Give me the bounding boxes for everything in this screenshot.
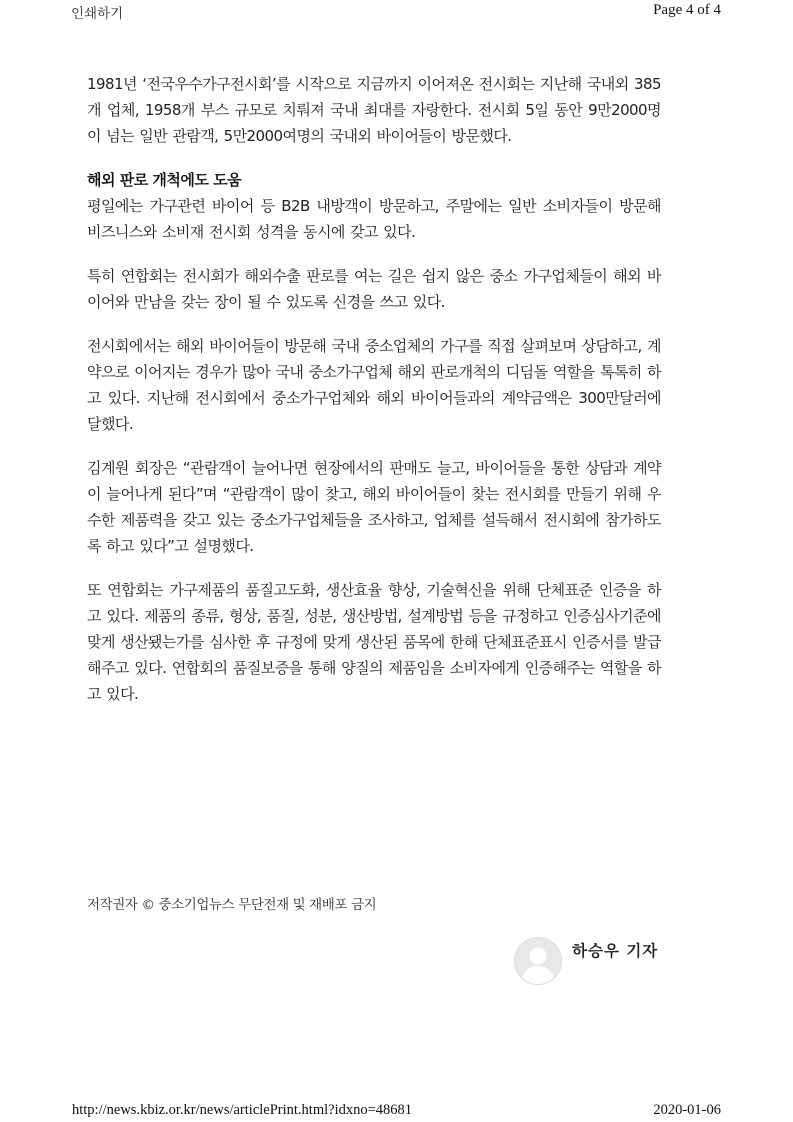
reporter-byline (514, 937, 664, 985)
article-paragraph: 특히 연합회는 전시회가 해외수출 판로를 여는 길은 쉽지 않은 중소 가구업체들이 해외 바이어와 만남을 갖는 장이 될 수 있도록 신경을 쓰고 있다. (87, 267, 661, 311)
article-body (87, 71, 661, 725)
article-paragraph: 전시회에서는 해외 바이어들이 방문해 국내 중소업체의 가구를 직접 살펴보며 상담하고, 계약으로 이어지는 경우가 많아 국내 중소가구업체 해외 판로개척의 디딤돌 역할을 톡톡히 하고 있다. 지난해 전시회에서 중소가구업체와 해외 바이어들과의 계약금액은 300만달러에 달했다. (87, 337, 661, 433)
print-date: 2020-01-06 (653, 1102, 721, 1118)
article-subheading: 해외 판로 개척에도 도움 (87, 171, 242, 189)
print-footer (0, 1100, 793, 1122)
article-paragraph: 평일에는 가구관련 바이어 등 B2B 내방객이 방문하고, 주말에는 일반 소비자들이 방문해 비즈니스와 소비재 전시회 성격을 동시에 갖고 있다. (87, 197, 661, 241)
article-paragraph: 또 연합회는 가구제품의 품질고도화, 생산효율 향상, 기술혁신을 위해 단체표준 인증을 하고 있다. 제품의 종류, 형상, 품질, 성분, 생산방법, 설계방법 등을 규정하고 인증심사기준에 맞게 생산됐는가를 심사한 후 규정에 맞게 생산된 품목에 한해 단체표준표시 인증서를 발급해주고 있다. 연합회의 품질보증을 통해 양질의 제품임을 소비자에게 인증해주는 역할을 하고 있다. (87, 581, 661, 703)
person-silhouette-icon (514, 937, 562, 985)
article-paragraph: 1981년 ‘전국우수가구전시회’를 시작으로 지금까지 이어져온 전시회는 지난해 국내외 385개 업체, 1958개 부스 규모로 치뤄져 국내 최대를 자랑한다. 전시회 5일 동안 9만2000명이 넘는 일반 관람객, 5만2000여명의 국내외 바이어들이 방문했다. (87, 75, 661, 145)
copyright-notice: 저작권자 © 중소기업뉴스 무단전재 및 재배포 금지 (87, 897, 377, 913)
page-indicator: Page 4 of 4 (653, 2, 721, 18)
article-url: http://news.kbiz.or.kr/news/articlePrint.html?idxno=48681 (72, 1102, 413, 1118)
print-title: 인쇄하기 (71, 6, 124, 22)
reporter-name[interactable]: 하승우 기자 (572, 942, 659, 960)
article-paragraph: 김계원 회장은 “관람객이 늘어나면 현장에서의 판매도 늘고, 바이어들을 통한 상담과 계약이 늘어나게 된다”며 “관람객이 많이 찾고, 해외 바이어들이 찾는 전시회를 만들기 위해 우수한 제품력을 갖고 있는 중소가구업체들을 조사하고, 업체를 설득해서 전시회에 참가하도록 하고 있다”고 설명했다. (87, 459, 661, 555)
print-header (0, 0, 793, 24)
